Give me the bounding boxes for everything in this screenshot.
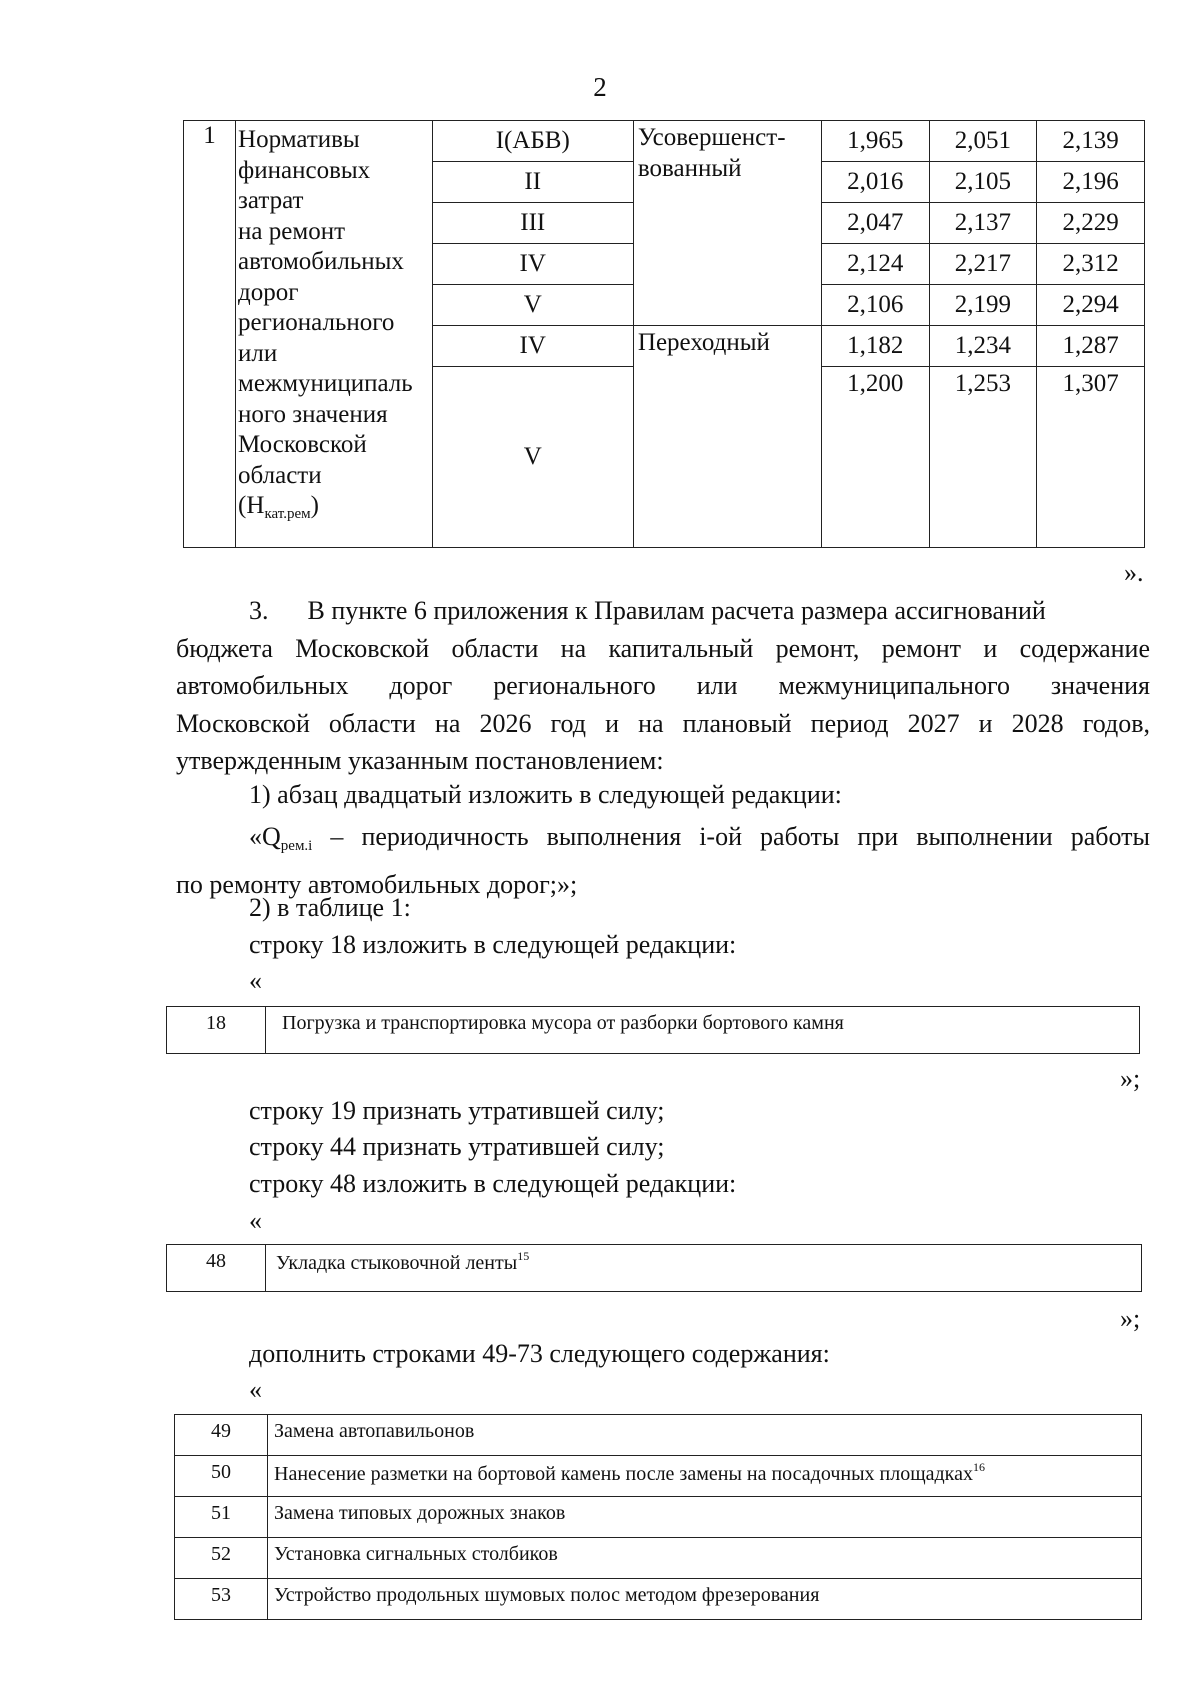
norm-value: 2,106 [821, 285, 929, 326]
row-text: Нанесение разметки на бортовой камень после замены на посадочных площадках$^{16}$ [268, 1456, 1142, 1497]
norm-name-line: области [238, 461, 322, 489]
row-text: Погрузка и транспортировка мусора от разборки бортового камня [266, 1007, 1140, 1054]
road-category: IV [432, 326, 633, 367]
pavement-type-improved: Усовершенст- вованный [633, 121, 821, 326]
table-row [167, 1245, 1142, 1292]
row-number: 1 [184, 121, 236, 548]
norm-value: 2,312 [1037, 244, 1145, 285]
paragraph-line: Московской области на 2026 год и на плановый период 2027 и 2028 годов, [176, 708, 1150, 738]
quote-close: »; [1120, 1304, 1141, 1333]
row-number: 50 [175, 1456, 268, 1497]
norm-value: 2,196 [1037, 162, 1145, 203]
norm-value: 2,105 [929, 162, 1037, 203]
norm-name-line: дорог [238, 278, 299, 306]
footnote-ref: 15 [517, 1249, 530, 1263]
row-text: Укладка стыковочной ленты$^{15}$ [266, 1245, 1142, 1292]
road-category: V [432, 367, 633, 548]
road-category: II [432, 162, 633, 203]
row-number: 51 [175, 1497, 268, 1538]
norm-value: 2,199 [929, 285, 1037, 326]
row18-intro: строку 18 изложить в следующей редакции: [249, 930, 737, 959]
norm-value: 1,253 [929, 367, 1037, 548]
paragraph-line: 3. В пункте 6 приложения к Правилам расчета размера ассигнований [249, 596, 1046, 625]
norm-name-line: затрат [238, 187, 304, 214]
norm-value: 1,182 [821, 326, 929, 367]
norm-value: 1,307 [1037, 367, 1145, 548]
row-text: Замена типовых дорожных знаков [268, 1497, 1142, 1538]
table-row [175, 1456, 1142, 1497]
row-number: 53 [175, 1579, 268, 1620]
q-definition [176, 818, 1150, 903]
norm-value: 1,287 [1037, 326, 1145, 367]
row-text: Замена автопавильонов [268, 1415, 1142, 1456]
row18-table [166, 1006, 1140, 1054]
norm-name-line: регионального [238, 309, 395, 336]
road-category: IV [432, 244, 633, 285]
q-definition-line: «$Q_{рем.i}$ – периодичность выполнения i-ой работы при выполнении работы [249, 822, 1150, 854]
row-number: 48 [167, 1245, 266, 1292]
norm-value: 1,234 [929, 326, 1037, 367]
page-number: 2 [593, 72, 607, 102]
norm-value: 1,965 [821, 121, 929, 162]
norm-name-line: ного значения [238, 400, 388, 428]
norm-name-line: Нормативы [238, 126, 360, 153]
norm-value: 2,294 [1037, 285, 1145, 326]
footnote-ref: 16 [972, 1460, 985, 1474]
pavement-type-transitional: Переходный [633, 326, 821, 548]
section-3-paragraph [176, 592, 1150, 780]
norm-name-line: межмуниципаль [238, 370, 413, 397]
norm-value: 2,051 [929, 121, 1037, 162]
row-text: Установка сигнальных столбиков [268, 1538, 1142, 1579]
table-row [175, 1497, 1142, 1538]
row-number: 52 [175, 1538, 268, 1579]
norm-value: 2,137 [929, 203, 1037, 244]
norm-name-line: автомобильных [238, 248, 404, 275]
norm-value: 2,124 [821, 244, 929, 285]
norm-value: 2,217 [929, 244, 1037, 285]
norm-value: 1,200 [821, 367, 929, 548]
row-text: Устройство продольных шумовых полос методом фрезерования [268, 1579, 1142, 1620]
norm-symbol: $(Н_{кат.рем})$ [238, 492, 319, 522]
quote-close: »; [1120, 1064, 1141, 1093]
norm-value: 2,047 [821, 203, 929, 244]
paragraph-line: бюджета Московской области на капитальный ремонт, ремонт и содержание [176, 633, 1150, 663]
q-definition-line: по ремонту автомобильных дорог;»; [176, 869, 578, 899]
norm-value: 2,016 [821, 162, 929, 203]
row-number: 49 [175, 1415, 268, 1456]
paragraph-line: утвержденным указанным постановлением: [176, 746, 664, 775]
quote-open: « [249, 1375, 262, 1404]
row48-intro: строку 48 изложить в следующей редакции: [249, 1169, 737, 1198]
quote-open: « [249, 966, 262, 995]
item-2: 2) в таблице 1: [249, 893, 411, 922]
append-intro: дополнить строками 49-73 следующего содержания: [249, 1339, 830, 1368]
road-category: V [432, 285, 633, 326]
table-row [184, 121, 1145, 162]
road-category: III [432, 203, 633, 244]
row-number: 18 [167, 1007, 266, 1054]
norm-value: 2,139 [1037, 121, 1145, 162]
norm-name-line: на ремонт [238, 217, 345, 245]
norm-name-line: Московской [238, 431, 367, 458]
norm-table [183, 120, 1145, 548]
norm-name-line: финансовых [238, 156, 371, 184]
table-row [167, 1007, 1140, 1054]
table-row [175, 1579, 1142, 1620]
norm-name-line: или [238, 339, 278, 367]
table-row [175, 1538, 1142, 1579]
item-1: 1) абзац двадцатый изложить в следующей редакции: [249, 780, 842, 809]
row19-text: строку 19 признать утратившей силу; [249, 1096, 665, 1125]
quote-close: ». [1124, 558, 1144, 587]
norm-name [236, 121, 433, 548]
quote-open: « [249, 1206, 262, 1235]
appended-rows-table [174, 1414, 1142, 1620]
table-row [175, 1415, 1142, 1456]
row48-table [166, 1244, 1142, 1292]
road-category: I(АБВ) [432, 121, 633, 162]
row44-text: строку 44 признать утратившей силу; [249, 1132, 665, 1161]
paragraph-line: автомобильных дорог регионального или межмуниципального значения [176, 671, 1150, 700]
norm-value: 2,229 [1037, 203, 1145, 244]
